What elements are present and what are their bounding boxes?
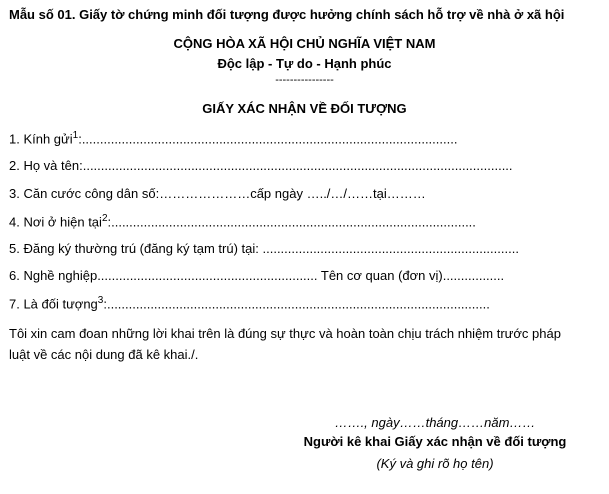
document-title: GIẤY XÁC NHẬN VỀ ĐỐI TƯỢNG: [202, 101, 407, 116]
field-registered-residence[interactable]: [9, 241, 519, 256]
declaration-line: Tôi xin cam đoan những lời khai trên là đúng sự thực và hoàn toàn chịu trách nhiệm trước pháp: [9, 326, 561, 341]
republic-name: CỘNG HÒA XÃ HỘI CHỦ NGHĨA VIỆT NAM: [173, 36, 436, 51]
signature-note: (Ký và ghi rõ họ tên): [376, 456, 494, 471]
field-label: 2. Họ và tên:: [9, 158, 83, 173]
declaration-line: luật về các nội dung đã kê khai./.: [9, 347, 199, 362]
signature-date[interactable]: ……., ngày……tháng……năm……: [334, 415, 536, 430]
field-blank[interactable]: .......................................................................: [258, 241, 519, 256]
footnote-marker: 3: [97, 295, 104, 306]
field-label: 3. Căn cước công dân số:: [9, 186, 160, 201]
field-label: 4. Nơi ở hiện tại: [9, 214, 102, 230]
declaration-paragraph: [9, 323, 599, 365]
field-label: 5. Đăng ký thường trú (đăng ký tạm trú) tại:: [9, 241, 259, 256]
signature-title: Người kê khai Giấy xác nhận về đối tượng: [303, 434, 567, 449]
field-full-name[interactable]: [9, 158, 513, 173]
national-motto: Độc lập - Tự do - Hạnh phúc: [217, 56, 392, 71]
field-blank[interactable]: :.....................................................................................................: [107, 214, 476, 230]
field-recipient[interactable]: [9, 130, 457, 146]
field-blank[interactable]: …………………cấp ngày …../…/……tại………: [159, 186, 426, 201]
field-label: 1. Kính gửi: [9, 131, 73, 147]
field-blank[interactable]: ............................................................. Tên cơ quan (đơn vị).................: [97, 268, 505, 283]
form-header: Mẫu số 01. Giấy tờ chứng minh đối tượng được hưởng chính sách hỗ trợ về nhà ở xã hội: [9, 7, 565, 22]
footnote-marker: 1: [72, 130, 79, 141]
field-label: 7. Là đối tượng: [9, 296, 98, 312]
divider-line: ----------------: [275, 74, 334, 86]
field-occupation[interactable]: [9, 268, 504, 283]
field-blank[interactable]: .......................................................................................................................: [82, 158, 513, 173]
field-blank[interactable]: :........................................................................................................: [78, 131, 458, 147]
field-blank[interactable]: :..........................................................................................................: [103, 296, 490, 312]
footnote-marker: 2: [101, 213, 108, 224]
field-label: 6. Nghề nghiệp: [9, 268, 98, 283]
field-citizen-id[interactable]: [9, 186, 426, 201]
field-beneficiary-type[interactable]: [9, 295, 490, 311]
field-current-residence[interactable]: [9, 213, 476, 229]
